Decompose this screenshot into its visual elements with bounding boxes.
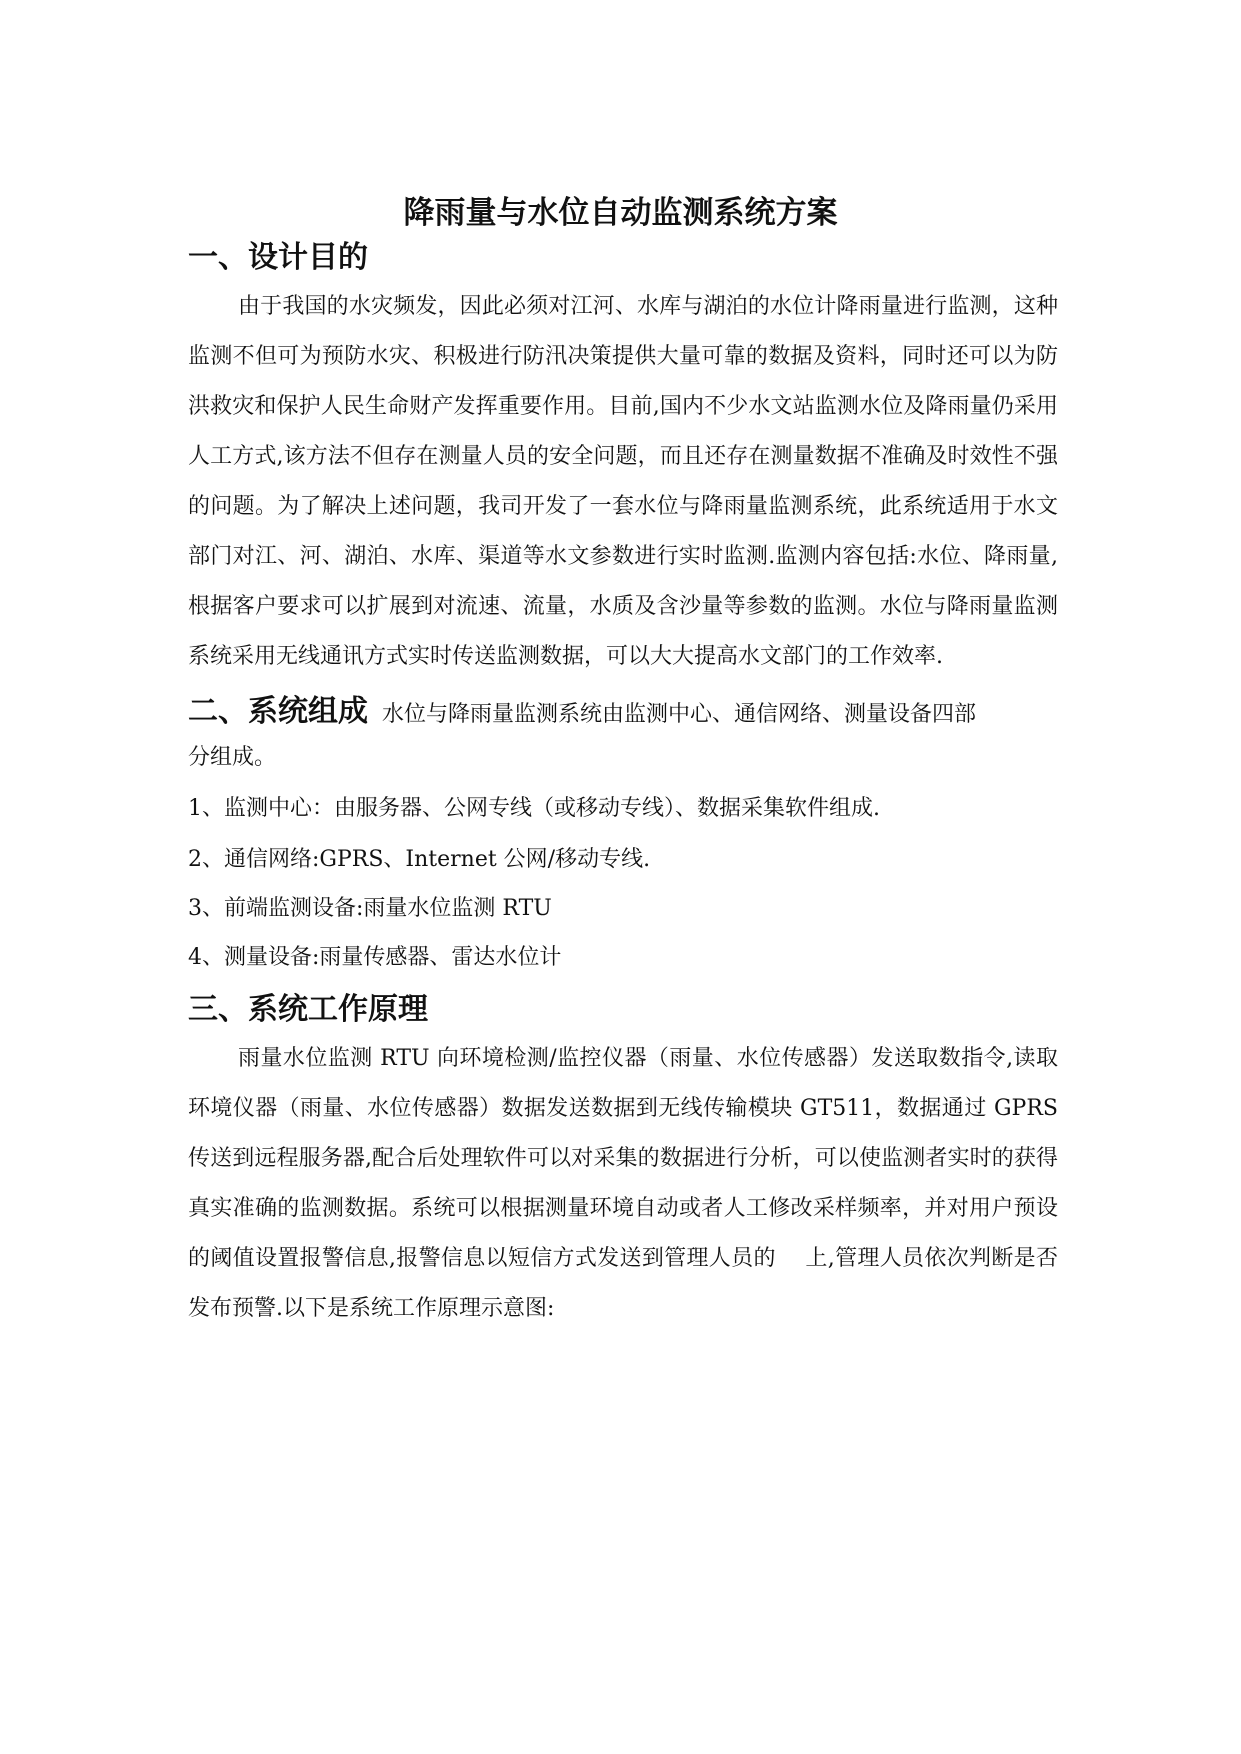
system-composition-intro-text: 水位与降雨量监测系统由监测中心、通信网络、测量设备四部 [382,702,977,727]
section-heading-working-principle: 三、系统工作原理 [188,992,428,1027]
composition-item-3: 3、前端监测设备:雨量水位监测 RTU [188,896,552,921]
section-heading-design-purpose: 一、设计目的 [188,240,368,275]
system-composition-intro [188,685,976,742]
working-principle-paragraph: 雨量水位监测 RTU 向环境检测/监控仪器（雨量、水位传感器）发送取数指令,读取环境仪器（雨量、水位传感器）数据发送数据到无线传输模块 GT511，数据通过 GPRS 传送到远程服务器,配合后处理软件可以对采集的数据进行分析，可以使监测者实时的获得真实准确的监测数据。系统可以根据测量环境自动或者人工修改采样频率，并对用户预设的阈值设置报警信息,报警信息以短信方式发送到管理人员的 上,管理人员依次判断是否发布预警.以下是系统工作原理示意图: [188,1046,1058,1321]
composition-item-2: 2、通信网络:GPRS、Internet 公网/移动专线. [188,847,651,872]
document-title: 降雨量与水位自动监测系统方案 [403,195,838,231]
section-heading-system-composition: 二、系统组成 [188,694,368,729]
composition-item-4: 4、测量设备:雨量传感器、雷达水位计 [188,945,562,970]
composition-item-1: 1、监测中心：由服务器、公网专线（或移动专线）、数据采集软件组成. [188,796,880,821]
system-composition-intro-continued: 分组成。 [188,745,277,770]
design-purpose-paragraph: 由于我国的水灾频发，因此必须对江河、水库与湖泊的水位计降雨量进行监测，这种监测不但可为预防水灾、积极进行防汛决策提供大量可靠的数据及资料，同时还可以为防洪救灾和保护人民生命财产发挥重要作用。目前,国内不少水文站监测水位及降雨量仍采用人工方式,该方法不但存在测量人员的安全问题，而且还存在测量数据不准确及时效性不强的问题。为了解决上述问题，我司开发了一套水位与降雨量监测系统，此系统适用于水文部门对江、河、湖泊、水库、渠道等水文参数进行实时监测.监测内容包括:水位、降雨量,根据客户要求可以扩展到对流速、流量，水质及含沙量等参数的监测。水位与降雨量监测系统采用无线通讯方式实时传送监测数据，可以大大提高水文部门的工作效率. [188,294,1058,669]
